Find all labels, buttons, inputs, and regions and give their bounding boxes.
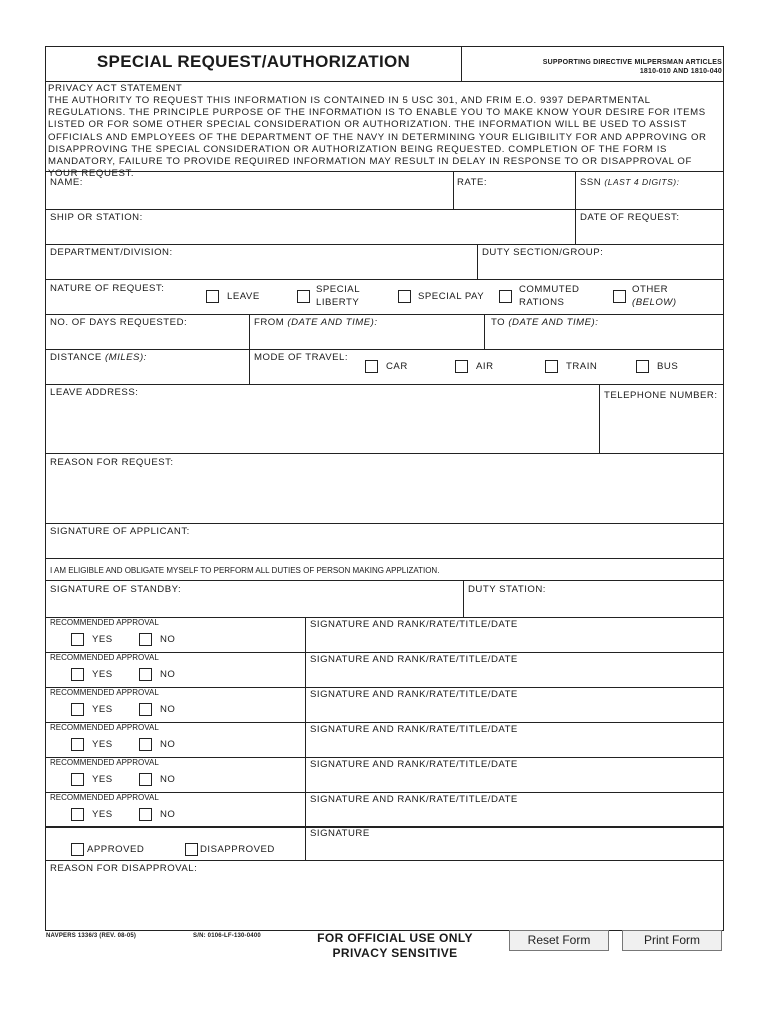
approver-signature-label: SIGNATURE AND RANK/RATE/TITLE/DATE bbox=[310, 689, 518, 700]
signature-of-standby-label: SIGNATURE OF STANDBY: bbox=[50, 584, 182, 595]
commuted-rations-option-label-2: RATIONS bbox=[519, 297, 565, 308]
stock-number: S/N: 0106-LF-130-0400 bbox=[193, 933, 261, 939]
special-liberty-checkbox[interactable] bbox=[297, 290, 310, 303]
final-signature-label: SIGNATURE bbox=[310, 828, 370, 839]
form-title: SPECIAL REQUEST/AUTHORIZATION bbox=[96, 52, 411, 71]
duty-station-label: DUTY STATION: bbox=[468, 584, 546, 595]
form-number: NAVPERS 1336/3 (REV. 08-05) bbox=[46, 933, 137, 939]
recommended-approval-label: RECOMMENDED APPROVAL bbox=[50, 793, 159, 802]
air-option-label: AIR bbox=[476, 361, 494, 372]
recommended-approval-yes-label: YES bbox=[92, 669, 113, 680]
special-liberty-option-label-1: SPECIAL bbox=[316, 284, 361, 295]
other-option-label-2: (BELOW) bbox=[632, 297, 677, 308]
approver-signature-label: SIGNATURE AND RANK/RATE/TITLE/DATE bbox=[310, 619, 518, 630]
recommended-approval-yes-checkbox[interactable] bbox=[71, 738, 84, 751]
leave-checkbox[interactable] bbox=[206, 290, 219, 303]
recommended-approval-yes-label: YES bbox=[92, 774, 113, 785]
print-form-button[interactable]: Print Form bbox=[622, 930, 722, 951]
official-use-only: FOR OFFICIAL USE ONLY bbox=[317, 931, 473, 945]
recommended-approval-label: RECOMMENDED APPROVAL bbox=[50, 723, 159, 732]
directive-line-1: SUPPORTING DIRECTIVE MILPERSMAN ARTICLES bbox=[542, 59, 722, 66]
approved-label: APPROVED bbox=[87, 844, 145, 855]
recommended-approval-no-label: NO bbox=[160, 669, 176, 680]
recommended-approval-yes-checkbox[interactable] bbox=[71, 808, 84, 821]
approver-signature-label: SIGNATURE AND RANK/RATE/TITLE/DATE bbox=[310, 759, 518, 770]
days-requested-label: NO. OF DAYS REQUESTED: bbox=[50, 317, 188, 328]
distance-label-note: (MILES): bbox=[104, 352, 147, 363]
special-liberty-option-label-2: LIBERTY bbox=[316, 297, 360, 308]
recommended-approval-label: RECOMMENDED APPROVAL bbox=[50, 653, 159, 662]
approver-signature-label: SIGNATURE AND RANK/RATE/TITLE/DATE bbox=[310, 654, 518, 665]
car-checkbox[interactable] bbox=[365, 360, 378, 373]
recommended-approval-label: RECOMMENDED APPROVAL bbox=[50, 758, 159, 767]
date-of-request-label: DATE OF REQUEST: bbox=[580, 212, 680, 223]
distance-label-prefix: DISTANCE bbox=[50, 352, 102, 363]
eligible-statement: I AM ELIGIBLE AND OBLIGATE MYSELF TO PERFORM ALL DUTIES OF PERSON MAKING APPLIZATION. bbox=[50, 566, 440, 575]
disapproved-checkbox[interactable] bbox=[185, 843, 198, 856]
recommended-approval-label: RECOMMENDED APPROVAL bbox=[50, 618, 159, 627]
recommended-approval-no-checkbox[interactable] bbox=[139, 668, 152, 681]
recommended-approval-no-label: NO bbox=[160, 704, 176, 715]
recommended-approval-yes-checkbox[interactable] bbox=[71, 773, 84, 786]
recommended-approval-no-checkbox[interactable] bbox=[139, 703, 152, 716]
to-label-note: (DATE AND TIME): bbox=[508, 317, 599, 328]
recommended-approval-yes-label: YES bbox=[92, 809, 113, 820]
recommended-approval-no-label: NO bbox=[160, 774, 176, 785]
recommended-approval-yes-label: YES bbox=[92, 704, 113, 715]
approved-checkbox[interactable] bbox=[71, 843, 84, 856]
nature-of-request-label: NATURE OF REQUEST: bbox=[50, 283, 165, 294]
recommended-approval-no-label: NO bbox=[160, 809, 176, 820]
from-date-time-label bbox=[254, 318, 378, 329]
recommended-approval-label: RECOMMENDED APPROVAL bbox=[50, 688, 159, 697]
to-label-prefix: TO bbox=[491, 317, 506, 328]
disapproved-label: DISAPPROVED bbox=[200, 844, 275, 855]
directive-line-2: 1810-010 AND 1810-040 bbox=[639, 68, 722, 75]
rate-label: RATE: bbox=[457, 177, 488, 188]
recommended-approval-no-label: NO bbox=[160, 739, 176, 750]
commuted-rations-checkbox[interactable] bbox=[499, 290, 512, 303]
mode-of-travel-label: MODE OF TRAVEL: bbox=[254, 352, 349, 363]
to-date-time-label bbox=[491, 318, 598, 329]
telephone-number-label: TELEPHONE NUMBER: bbox=[604, 390, 718, 401]
recommended-approval-no-checkbox[interactable] bbox=[139, 738, 152, 751]
train-option-label: TRAIN bbox=[566, 361, 598, 372]
bus-option-label: BUS bbox=[657, 361, 679, 372]
recommended-approval-yes-checkbox[interactable] bbox=[71, 633, 84, 646]
approver-signature-label: SIGNATURE AND RANK/RATE/TITLE/DATE bbox=[310, 794, 518, 805]
department-division-label: DEPARTMENT/DIVISION: bbox=[50, 247, 173, 258]
ssn-label bbox=[580, 178, 679, 189]
other-checkbox[interactable] bbox=[613, 290, 626, 303]
signature-of-applicant-label: SIGNATURE OF APPLICANT: bbox=[50, 526, 190, 537]
train-checkbox[interactable] bbox=[545, 360, 558, 373]
recommended-approval-no-label: NO bbox=[160, 634, 176, 645]
recommended-approval-yes-checkbox[interactable] bbox=[71, 703, 84, 716]
duty-section-group-label: DUTY SECTION/GROUP: bbox=[482, 247, 604, 258]
distance-label bbox=[50, 353, 147, 364]
name-label: NAME: bbox=[50, 177, 83, 188]
leave-address-label: LEAVE ADDRESS: bbox=[50, 387, 139, 398]
commuted-rations-option-label-1: COMMUTED bbox=[519, 284, 580, 295]
recommended-approval-yes-checkbox[interactable] bbox=[71, 668, 84, 681]
reason-for-disapproval-label: REASON FOR DISAPPROVAL: bbox=[50, 863, 198, 874]
privacy-act-body: THE AUTHORITY TO REQUEST THIS INFORMATION IS CONTAINED IN 5 USC 301, AND FRIM E.O. 9397 DEPARTMENTAL REGULATIONS. THE PRINCIPLE PURPOSE OF THE INFORMATION IS TO ENABLE YOU TO MAKE KNOW YOUR DESIRE FOR ITEMS LISTED OR FOR SOME OTHER SPECIAL CONSIDERATION OR AUTHORIZATION. THE INFORMATION WILL BE USED TO ASSIST OFFICIALS AND EMPLOYEES OF THE DEPARTMENT OF THE NAVY IN DETERMINING YOUR ELIGIBILITY FOR AND APPROVING OR DISAPPROVING THE SPECIAL CONSIDERATION OR AUTHORIZATION BEING REQUESTED. COMPLETION OF THE FORM IS MANDATORY, FAILURE TO PROVIDE REQUIRED INFORMATION MAY RESULT IN DELAY IN RESPONSE TO OR DISAPPROVAL OF YOUR REQUEST. bbox=[48, 95, 707, 180]
special-pay-option-label: SPECIAL PAY bbox=[418, 291, 485, 302]
bus-checkbox[interactable] bbox=[636, 360, 649, 373]
other-option-label-1: OTHER bbox=[632, 284, 669, 295]
ssn-label-prefix: SSN bbox=[580, 177, 602, 188]
name-field[interactable] bbox=[45, 171, 454, 210]
special-pay-checkbox[interactable] bbox=[398, 290, 411, 303]
recommended-approval-yes-label: YES bbox=[92, 634, 113, 645]
from-label-note: (DATE AND TIME): bbox=[287, 317, 378, 328]
recommended-approval-no-checkbox[interactable] bbox=[139, 633, 152, 646]
recommended-approval-no-checkbox[interactable] bbox=[139, 773, 152, 786]
recommended-approval-no-checkbox[interactable] bbox=[139, 808, 152, 821]
from-label-prefix: FROM bbox=[254, 317, 285, 328]
privacy-sensitive-text: PRIVACY SENSITIVE bbox=[332, 946, 458, 960]
leave-option-label: LEAVE bbox=[227, 291, 260, 302]
privacy-act-heading: PRIVACY ACT STATEMENT bbox=[48, 83, 183, 94]
reason-for-request-label: REASON FOR REQUEST: bbox=[50, 457, 174, 468]
approver-signature-label: SIGNATURE AND RANK/RATE/TITLE/DATE bbox=[310, 724, 518, 735]
recommended-approval-yes-label: YES bbox=[92, 739, 113, 750]
ship-station-label: SHIP OR STATION: bbox=[50, 212, 143, 223]
air-checkbox[interactable] bbox=[455, 360, 468, 373]
car-option-label: CAR bbox=[386, 361, 408, 372]
ssn-label-note: (LAST 4 DIGITS): bbox=[604, 177, 680, 187]
reset-form-button[interactable]: Reset Form bbox=[509, 930, 609, 951]
